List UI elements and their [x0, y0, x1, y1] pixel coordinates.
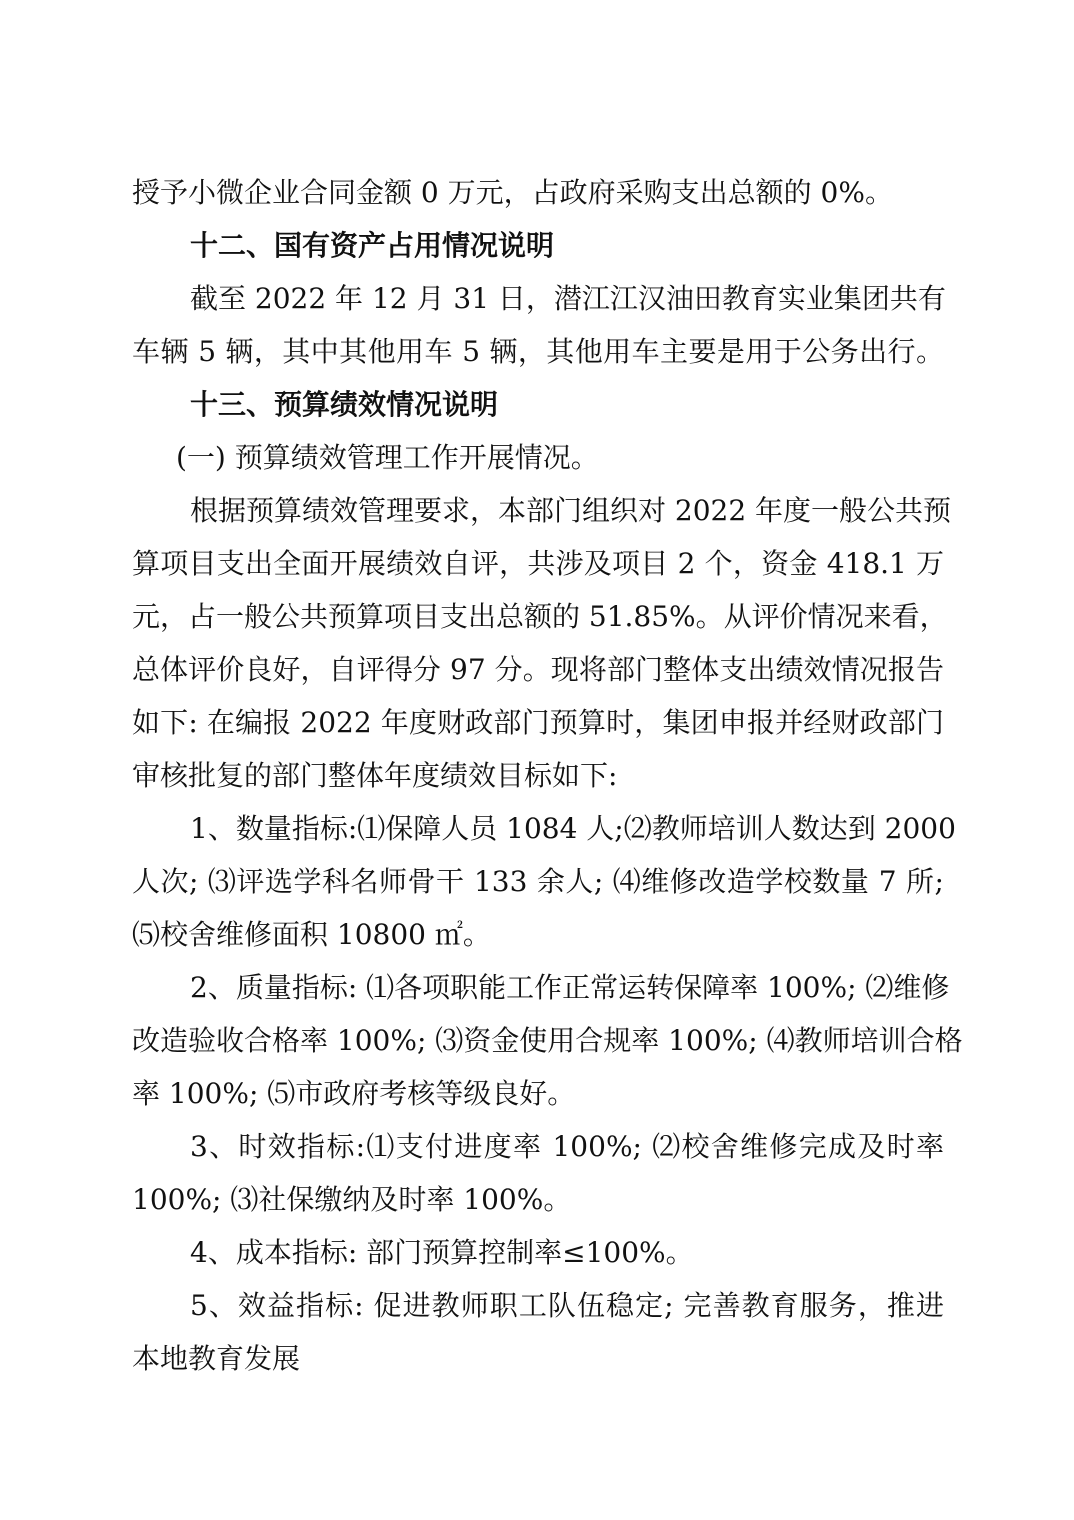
text-line: 率 100%; ⑸市政府考核等级良好。	[132, 1077, 576, 1110]
text-line: 截至 2022 年 12 月 31 日，潜江江汉油田教育实业集团共有	[190, 282, 946, 315]
subsection-heading-1: (一) 预算绩效管理工作开展情况。	[176, 441, 599, 474]
text-line: 元，占一般公共预算项目支出总额的 51.85%。从评价情况来看，	[132, 600, 948, 633]
text-line: 如下: 在编报 2022 年度财政部门预算时，集团申报并经财政部门	[132, 706, 944, 739]
text-line: 根据预算绩效管理要求，本部门组织对 2022 年度一般公共预	[190, 494, 952, 527]
section-heading-13: 十三、预算绩效情况说明	[190, 388, 499, 421]
paragraph-procurement	[132, 166, 944, 219]
text-line: 4、成本指标: 部门预算控制率≤100%。	[190, 1236, 694, 1269]
text-line: 5、效益指标: 促进教师职工队伍稳定; 完善教育服务，推进	[190, 1289, 944, 1322]
text-line: 改造验收合格率 100%; ⑶资金使用合规率 100%; ⑷教师培训合格	[132, 1024, 963, 1057]
indicator-quantity	[132, 802, 956, 961]
paragraph-assets	[132, 272, 944, 378]
indicator-timeliness	[132, 1120, 944, 1226]
text-line: 总体评价良好，自评得分 97 分。现将部门整体支出绩效情况报告	[132, 653, 944, 686]
paragraph-performance	[132, 484, 952, 802]
indicator-cost	[132, 1226, 944, 1279]
text-line: 审核批复的部门整体年度绩效目标如下:	[132, 759, 618, 792]
document-page	[132, 166, 963, 1385]
text-line: 授予小微企业合同金额 0 万元，占政府采购支出总额的 0%。	[132, 176, 893, 209]
text-line: 车辆 5 辆，其中其他用车 5 辆，其他用车主要是用于公务出行。	[132, 335, 944, 368]
indicator-quality	[132, 961, 963, 1120]
text-line: 本地教育发展	[132, 1342, 301, 1375]
section-heading-12: 十二、国有资产占用情况说明	[190, 229, 555, 262]
text-line: 1、数量指标:⑴保障人员 1084 人;⑵教师培训人数达到 2000	[190, 812, 956, 845]
text-line: 100%; ⑶社保缴纳及时率 100%。	[132, 1183, 572, 1216]
text-line: ⑸校舍维修面积 10800 ㎡。	[132, 918, 491, 951]
text-line: 2、质量指标: ⑴各项职能工作正常运转保障率 100%; ⑵维修	[190, 971, 950, 1004]
text-line: 3、时效指标:⑴支付进度率 100%; ⑵校舍维修完成及时率	[190, 1130, 944, 1163]
indicator-benefit	[132, 1279, 944, 1385]
text-line: 人次; ⑶评选学科名师骨干 133 余人; ⑷维修改造学校数量 7 所;	[132, 865, 944, 898]
text-line: 算项目支出全面开展绩效自评，共涉及项目 2 个，资金 418.1 万	[132, 547, 944, 580]
